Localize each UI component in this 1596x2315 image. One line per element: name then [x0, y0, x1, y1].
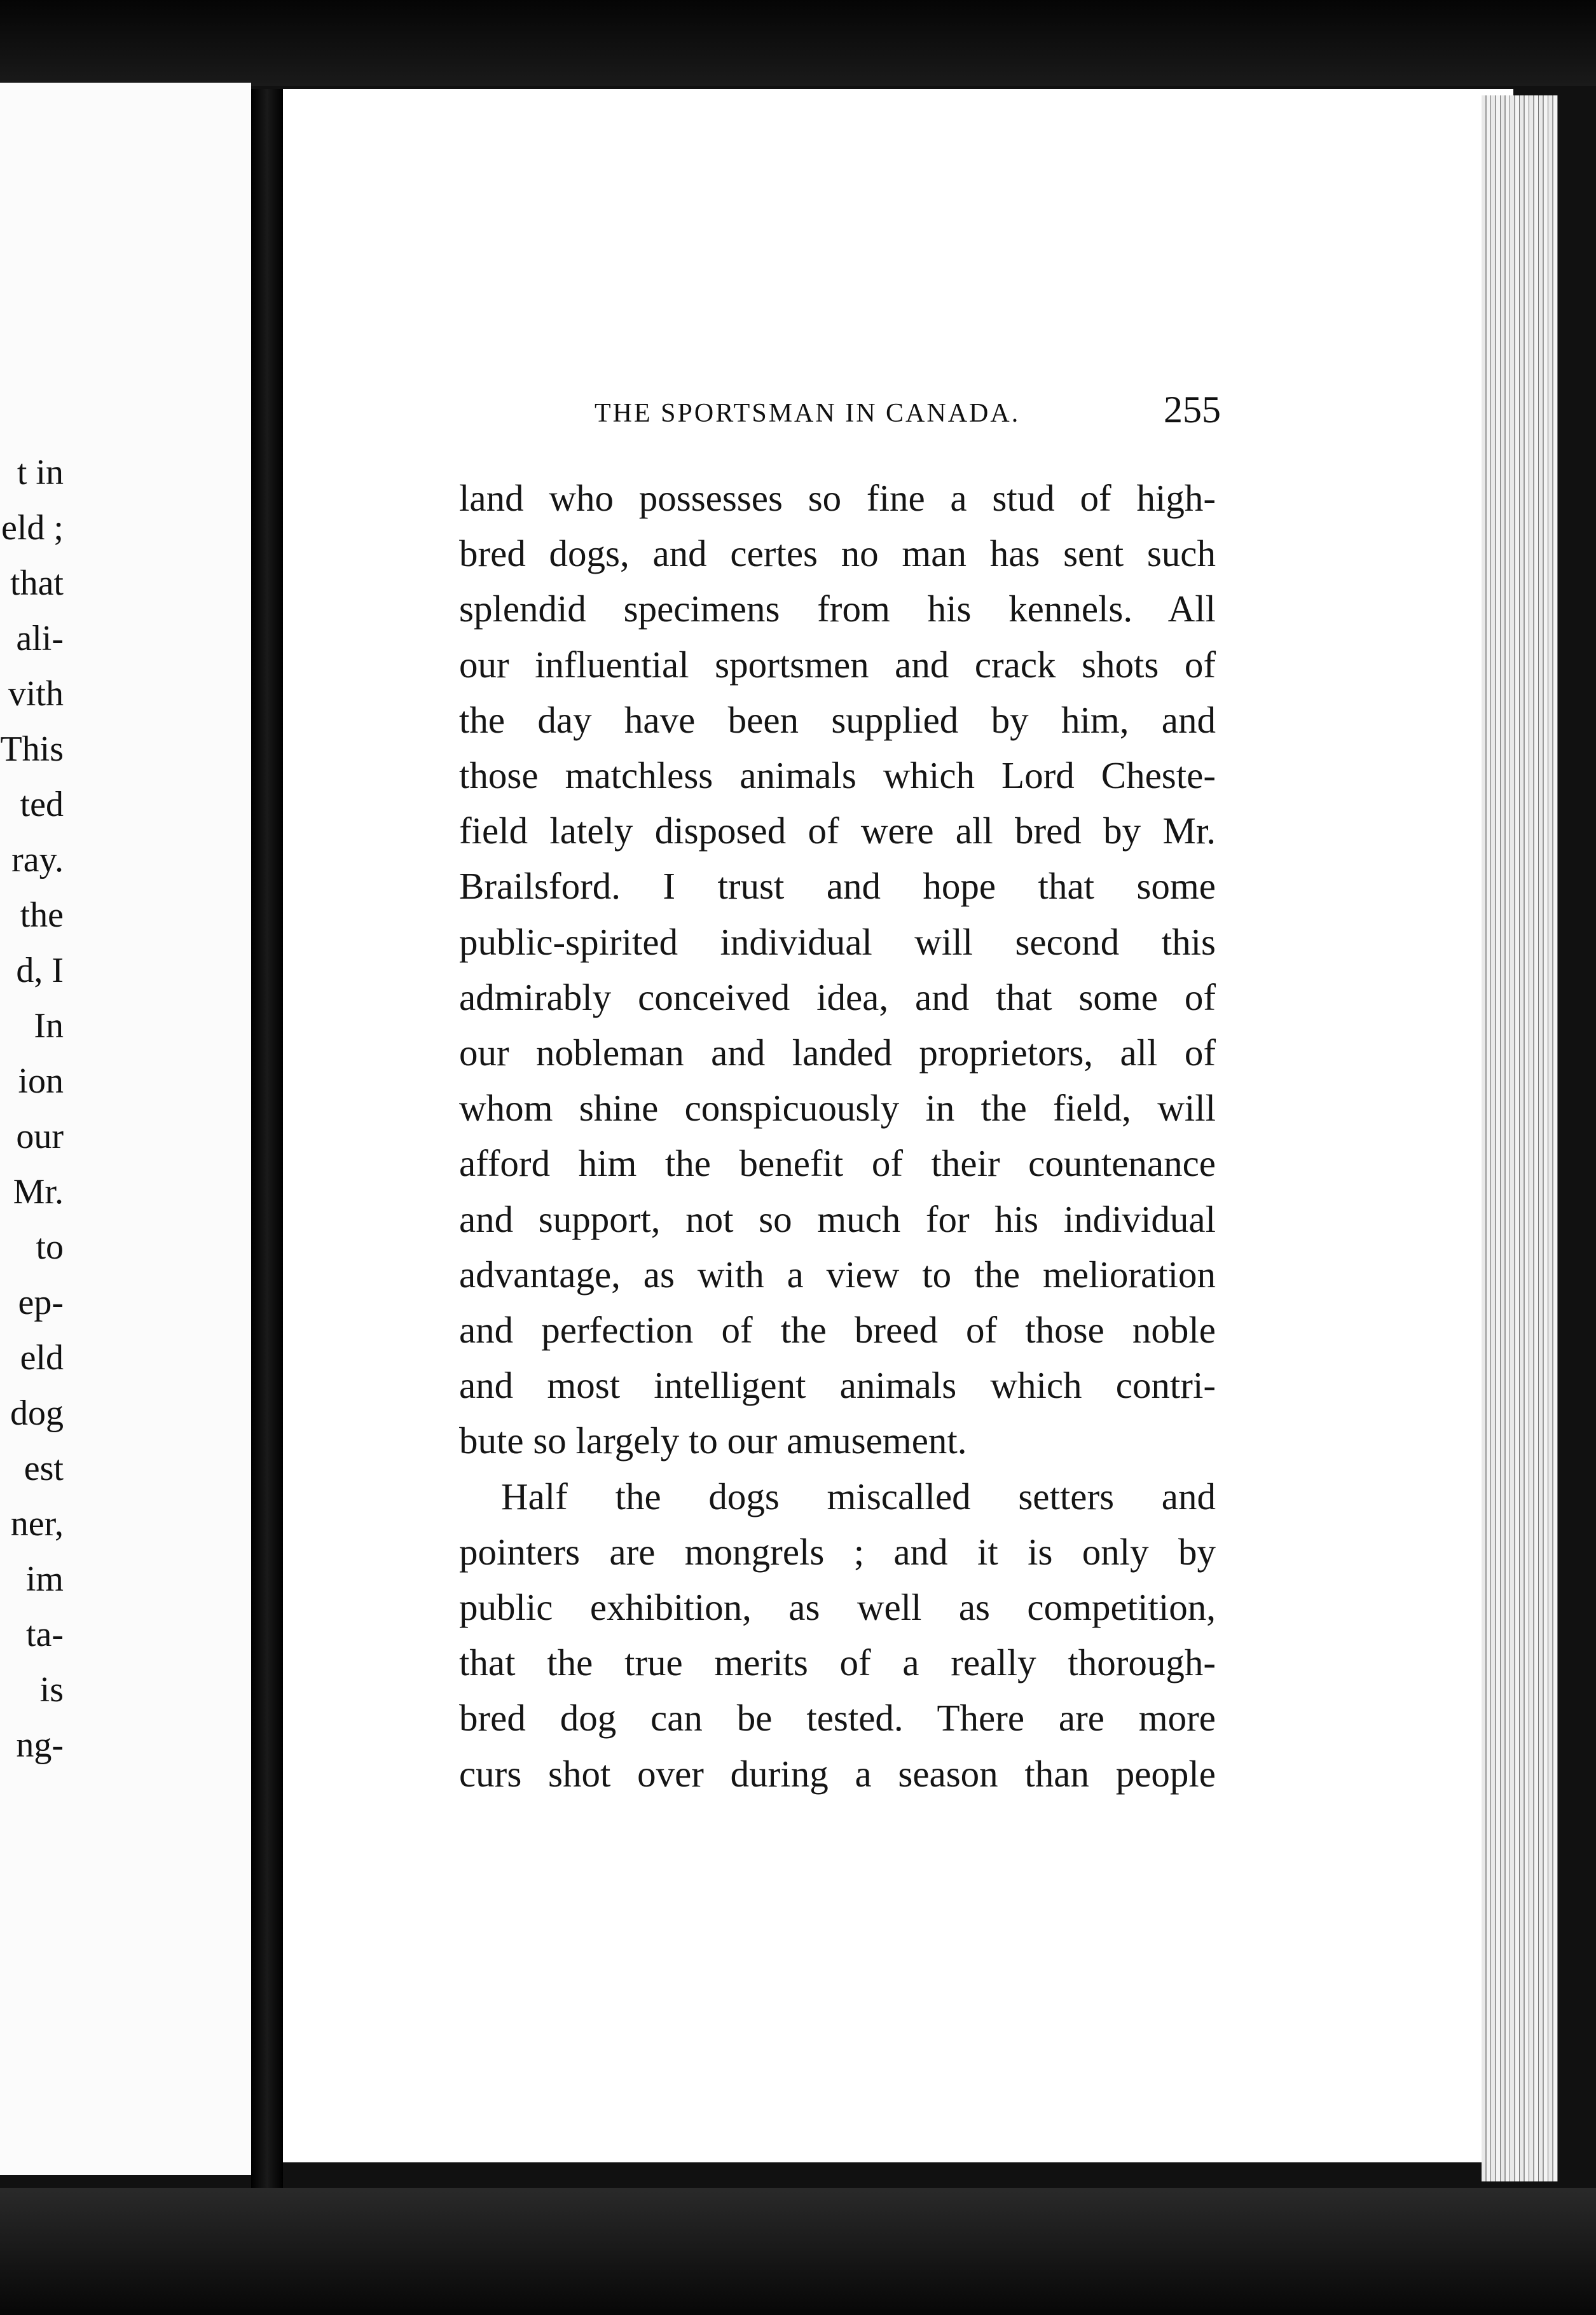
text-line: land who possesses so fine a stud of high- [459, 477, 1216, 519]
text-line: those matchless animals which Lord Cheste- [459, 754, 1216, 797]
text-line: In [34, 1006, 64, 1046]
text-line: admirably conceived idea, and that some of [459, 976, 1216, 1018]
text-line: ep- [18, 1283, 64, 1322]
text-line: the day have been supplied by him, and [459, 698, 1216, 741]
text-line: field lately disposed of were all bred by Mr. [459, 810, 1216, 852]
text-line: splendid specimens from his kennels. All [459, 588, 1216, 630]
text-line: t in [17, 453, 64, 492]
text-line: Mr. [13, 1172, 64, 1212]
text-line: and perfection of the breed of those noble [459, 1309, 1216, 1351]
left-page-text [0, 445, 64, 1773]
text-line: our influential sportsmen and crack shots of [459, 643, 1216, 686]
text-line: pointers are mongrels ; and it is only by [459, 1530, 1216, 1573]
text-line: is [39, 1670, 64, 1710]
text-line: advantage, as with a view to the melioration [459, 1253, 1216, 1296]
text-line: ta- [25, 1615, 64, 1654]
page-number: 255 [1164, 389, 1221, 431]
text-line: public-spirited individual will second this [459, 920, 1216, 963]
text-line: ion [18, 1061, 64, 1101]
text-line: This [0, 729, 64, 769]
text-line: whom shine conspicuously in the field, will [459, 1087, 1216, 1130]
text-line: d, I [16, 951, 64, 990]
text-line: bute so largely to our amusement. [459, 1420, 967, 1462]
text-line: afford him the benefit of their countenance [459, 1142, 1216, 1185]
text-line: eld [20, 1338, 64, 1378]
text-line: to [36, 1227, 64, 1267]
text-line: eld ; [1, 508, 64, 548]
scan-background-bottom [0, 2188, 1596, 2315]
paragraph-2 [459, 1469, 1216, 1802]
text-line: and support, not so much for his individual [459, 1198, 1216, 1240]
text-line: ted [20, 785, 64, 824]
text-line: curs shot over during a season than people [459, 1752, 1216, 1795]
text-line: and most intelligent animals which contri- [459, 1364, 1216, 1407]
page-body [459, 471, 1216, 1802]
text-line: ner, [10, 1504, 64, 1544]
text-line: public exhibition, as well as competition, [459, 1586, 1216, 1629]
text-line: the [20, 895, 64, 935]
running-head-title: THE SPORTSMAN IN CANADA. [595, 399, 1021, 428]
text-line: ali- [16, 619, 64, 658]
text-line: ray. [11, 840, 64, 880]
text-line: vith [8, 674, 64, 714]
text-line: bred dogs, and certes no man has sent such [459, 532, 1216, 575]
text-line: est [24, 1449, 64, 1488]
text-line: our [16, 1117, 64, 1156]
running-head [595, 388, 1221, 432]
text-line: im [25, 1559, 64, 1599]
text-line: that [10, 563, 64, 603]
book-spine [251, 89, 283, 2188]
text-line: that the true merits of a really thorough- [459, 1641, 1216, 1684]
scan-background-top [0, 0, 1596, 86]
text-line: Brailsford. I trust and hope that some [459, 865, 1216, 908]
text-line: our nobleman and landed proprietors, all of [459, 1032, 1216, 1074]
text-line: ng- [16, 1725, 64, 1765]
text-line: Half the dogs miscalled setters and [501, 1475, 1216, 1517]
text-line: bred dog can be tested. There are more [459, 1697, 1216, 1739]
text-line: dog [10, 1393, 64, 1433]
left-page [0, 83, 251, 2175]
paragraph-1 [459, 471, 1216, 1469]
page-edge [1482, 95, 1558, 2181]
